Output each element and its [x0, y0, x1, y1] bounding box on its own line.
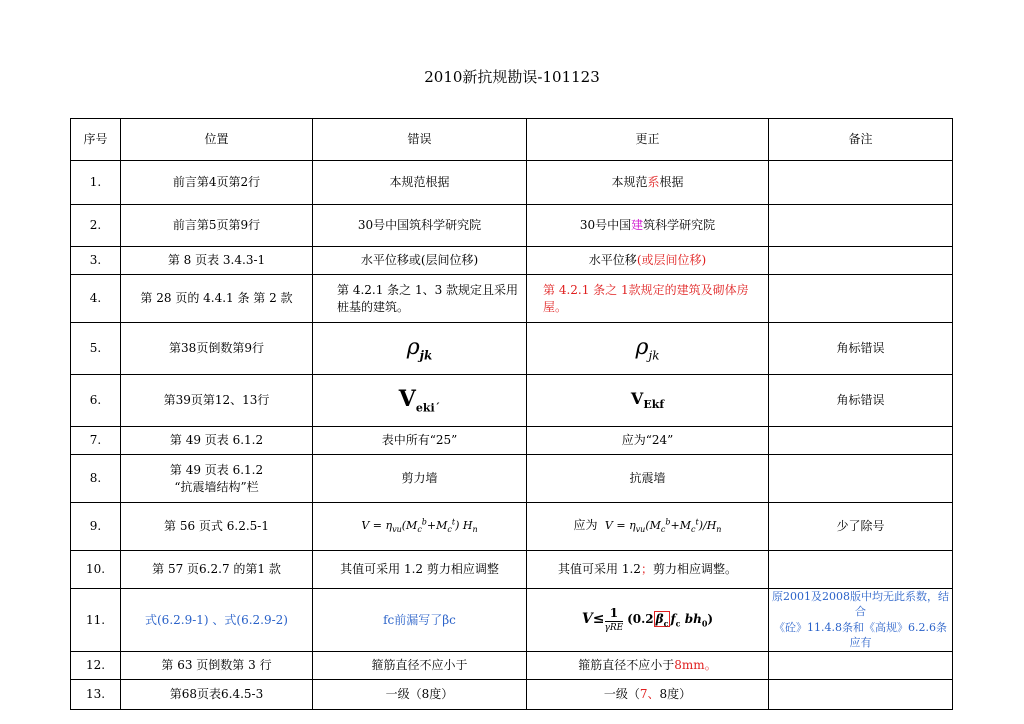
row-position [121, 455, 313, 503]
shear-formula-wrong: $V = \eta_{vu}(M_c^b+M_c^t)$ $H_n$ [361, 517, 478, 535]
row-error: 水平位移或(层间位移) [313, 247, 527, 275]
header-seq: 序号 [71, 119, 121, 161]
fraction-denominator: γRE [604, 623, 624, 634]
header-correction: 更正 [527, 119, 769, 161]
row-number: 12. [71, 651, 121, 679]
symbol-subscript: jk [648, 348, 660, 363]
correction-text: 根据 [659, 175, 684, 190]
row-remark [769, 427, 953, 455]
header-position: 位置 [121, 119, 313, 161]
row-number: 3. [71, 247, 121, 275]
correction-text: 筑科学研究院 [643, 218, 716, 233]
correction-text: 8度） [659, 686, 692, 701]
rho-symbol [635, 335, 660, 363]
row-position: 前言第4页第2行 [121, 161, 313, 205]
formula-lhs: V≤ [581, 611, 605, 628]
row-number: 5. [71, 323, 121, 375]
table-row [71, 589, 953, 652]
fraction-numerator: 1 [605, 605, 624, 622]
row-remark: 角标错误 [769, 375, 953, 427]
row-error: 第 4.2.1 条之 1、3 款规定且采用桩基的建筑。 [313, 275, 527, 323]
symbol-main: ρ [406, 335, 420, 361]
row-number: 6. [71, 375, 121, 427]
row-error [313, 323, 527, 375]
table-row [71, 275, 953, 323]
row-number: 4. [71, 275, 121, 323]
row-correction [527, 651, 769, 679]
table-row [71, 455, 953, 503]
row-position: 第 28 页的 4.4.1 条 第 2 款 [121, 275, 313, 323]
correction-highlight: 8mm。 [674, 657, 717, 672]
table-row [71, 205, 953, 247]
symbol-main: ρ [635, 335, 649, 361]
row-error: 剪力墙 [313, 455, 527, 503]
rho-symbol [406, 335, 433, 363]
correction-highlight: (或层间位移) [636, 253, 707, 268]
row-position: 第 56 页式 6.2.5-1 [121, 503, 313, 551]
row-correction [527, 161, 769, 205]
correction-highlight: ； [640, 562, 653, 577]
errata-table [70, 118, 953, 710]
row-number: 10. [71, 551, 121, 589]
v-symbol [630, 388, 665, 412]
row-position: 第38页倒数第9行 [121, 323, 313, 375]
row-error: 其值可采用 1.2 剪力相应调整 [313, 551, 527, 589]
row-correction [527, 323, 769, 375]
symbol-main: V [630, 388, 644, 408]
row-error: 一级（8度） [313, 679, 527, 709]
shear-formula-correct: $V = \eta_{vu}(M_c^b+M_c^t)/H_n$ [604, 517, 722, 535]
correction-prefix: 应为 [573, 518, 598, 532]
correction-text: 箍筋直径不应小于 [578, 657, 675, 672]
row-correction [527, 679, 769, 709]
row-remark [769, 651, 953, 679]
correction-text: 本规范 [611, 175, 648, 190]
row-remark [769, 679, 953, 709]
table-row [71, 503, 953, 551]
table-row [71, 247, 953, 275]
row-remark: 角标错误 [769, 323, 953, 375]
remark-line: 原2001及2008版中均无此系数，结合 [772, 590, 949, 619]
position-line: “抗震墙结构”栏 [174, 479, 259, 494]
row-position: 第 49 页表 6.1.2 [121, 427, 313, 455]
row-error [313, 503, 527, 551]
row-correction [527, 551, 769, 589]
row-remark [769, 589, 953, 652]
row-remark: 少了除号 [769, 503, 953, 551]
correction-text: 水平位移 [588, 253, 637, 268]
formula-rhs: (0.2 $\beta_c$ $f_c$ $bh_0$) [627, 611, 714, 629]
table-row [71, 427, 953, 455]
header-error: 错误 [313, 119, 527, 161]
row-remark [769, 247, 953, 275]
correction-text: 一级（ [603, 686, 640, 701]
row-number: 7. [71, 427, 121, 455]
row-remark [769, 161, 953, 205]
table-row [71, 323, 953, 375]
table-row [71, 161, 953, 205]
row-correction [527, 589, 769, 652]
row-position: 前言第5页第9行 [121, 205, 313, 247]
row-error: fc前漏写了βc [313, 589, 527, 652]
row-number: 13. [71, 679, 121, 709]
row-remark [769, 205, 953, 247]
row-error: 30号中国筑科学研究院 [313, 205, 527, 247]
row-error [313, 375, 527, 427]
row-position: 第68页表6.4.5-3 [121, 679, 313, 709]
row-correction: 抗震墙 [527, 455, 769, 503]
table-row [71, 551, 953, 589]
row-number: 1. [71, 161, 121, 205]
correction-highlight: 7、 [639, 686, 660, 701]
header-row [71, 119, 953, 161]
row-correction [527, 247, 769, 275]
row-error: 本规范根据 [313, 161, 527, 205]
correction-text: 剪力相应调整。 [652, 562, 737, 577]
row-number: 11. [71, 589, 121, 652]
row-position: 第 8 页表 3.4.3-1 [121, 247, 313, 275]
v-symbol [398, 385, 441, 415]
row-error: 箍筋直径不应小于 [313, 651, 527, 679]
row-correction [527, 503, 769, 551]
formula-fraction [605, 605, 624, 634]
row-remark [769, 551, 953, 589]
symbol-subscript: ekiˊ [415, 401, 441, 415]
correction-text: 其值可采用 1.2 [558, 562, 641, 577]
row-remark [769, 455, 953, 503]
row-remark [769, 275, 953, 323]
page-title: 2010新抗规勘误-101123 [424, 68, 600, 86]
table-row [71, 679, 953, 709]
row-number: 8. [71, 455, 121, 503]
symbol-subscript: Ekf [643, 398, 665, 412]
correction-highlight: 建 [631, 218, 644, 233]
row-position: 式(6.2.9-1) 、式(6.2.9-2) [121, 589, 313, 652]
row-correction: 应为“24” [527, 427, 769, 455]
row-number: 9. [71, 503, 121, 551]
row-number: 2. [71, 205, 121, 247]
table-row [71, 375, 953, 427]
remark-line: 《砼》11.4.8条和《高规》6.2.6条应有 [774, 620, 947, 650]
row-correction: 第 4.2.1 条之 1款规定的建筑及砌体房屋。 [527, 275, 769, 323]
row-correction [527, 205, 769, 247]
row-position: 第 57 页6.2.7 的第1 款 [121, 551, 313, 589]
row-correction [527, 375, 769, 427]
header-remark: 备注 [769, 119, 953, 161]
table-row [71, 651, 953, 679]
correction-text: 30号中国 [579, 218, 632, 233]
formula-head: V = η [361, 519, 393, 532]
position-line: 第 49 页表 6.1.2 [169, 463, 264, 478]
symbol-main: V [398, 385, 416, 412]
row-position: 第39页第12、13行 [121, 375, 313, 427]
row-error: 表中所有“25” [313, 427, 527, 455]
symbol-subscript: jk [419, 348, 433, 363]
correction-highlight: 系 [647, 175, 660, 190]
row-position: 第 63 页倒数第 3 行 [121, 651, 313, 679]
